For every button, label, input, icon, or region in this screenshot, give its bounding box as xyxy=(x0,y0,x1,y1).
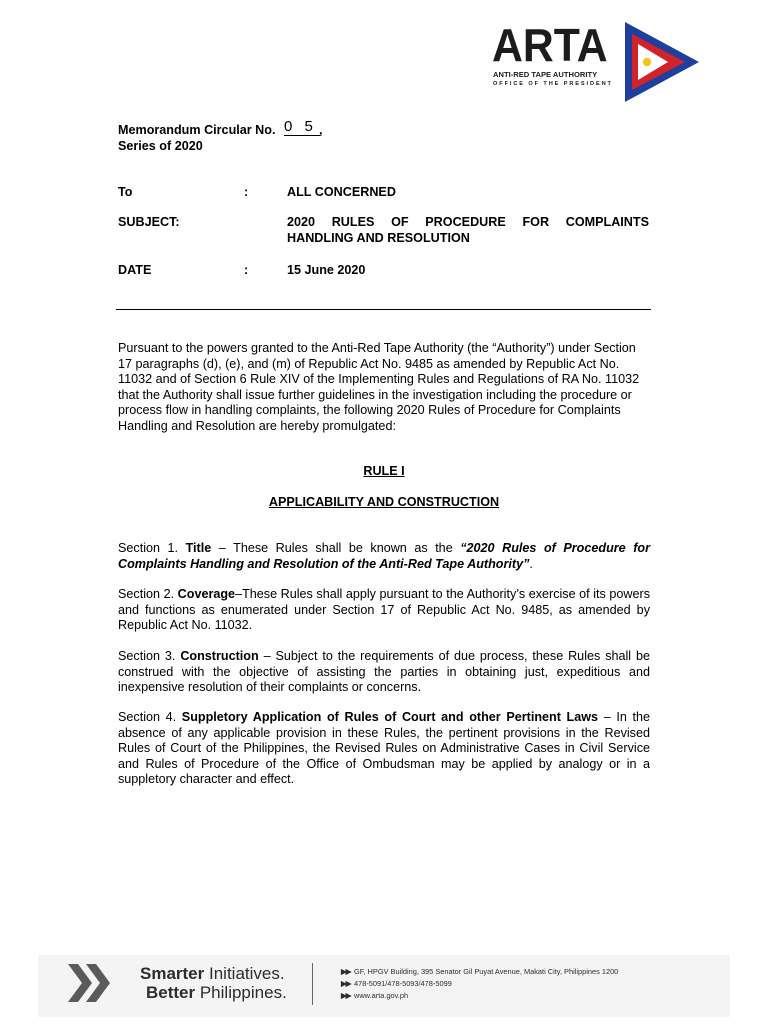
to-label: To xyxy=(118,185,133,199)
rule-number: RULE I xyxy=(363,464,405,478)
section-2 xyxy=(118,587,650,634)
chevron-right-double-icon: ▶▶ xyxy=(341,967,351,976)
section-1-title-emphasis: “2020 Rules of Procedure for Complaints Handling and Resolution of the Anti-Red Tape Authority” xyxy=(118,541,650,571)
tagline-1-bold: Smarter xyxy=(140,964,205,983)
footer-address-row xyxy=(341,967,618,976)
memo-circular-label: Memorandum Circular No. xyxy=(118,123,276,137)
footer-website-row[interactable] xyxy=(341,991,408,1000)
footer-phone-row xyxy=(341,979,452,988)
section-3-heading: Construction xyxy=(180,649,259,663)
section-4-prefix: Section 4. xyxy=(118,710,182,724)
tagline-2-bold: Better xyxy=(146,983,196,1002)
subject-value: 2020 RULES OF PROCEDURE FOR COMPLAINTS HANDLING AND RESOLUTION xyxy=(287,215,649,245)
footer-website-link[interactable]: www.arta.gov.ph xyxy=(354,991,409,1000)
memo-comma: , xyxy=(319,123,323,137)
memo-series: Series of 2020 xyxy=(118,139,203,153)
section-2-heading: Coverage xyxy=(177,587,236,601)
section-1 xyxy=(118,541,650,572)
footer-phones: 478-5091/478-5093/478-5099 xyxy=(354,979,452,988)
footer-tagline-2 xyxy=(146,983,287,1002)
date-value: 15 June 2020 xyxy=(287,263,366,277)
section-1-text: – These Rules shall be known as the xyxy=(211,541,461,555)
footer-separator xyxy=(312,963,313,1005)
section-4-heading: Suppletory Application of Rules of Court and other Pertinent Laws xyxy=(181,710,599,724)
memo-circular-number: 0 5 xyxy=(284,118,320,136)
section-3-text: – Subject to the requirements of due process, these Rules shall be construed with the objective of assisting the parties in obtaining just, expeditious and inexpensive resolution of their complaints or concerns. xyxy=(118,649,650,695)
section-3-prefix: Section 3. xyxy=(118,649,181,663)
logo-subtitle: ANTI-RED TAPE AUTHORITY xyxy=(493,70,598,79)
logo-triangle-icon xyxy=(623,22,699,102)
tagline-2-rest: Philippines. xyxy=(195,983,287,1002)
chevron-right-double-icon: ▶▶ xyxy=(341,991,351,1000)
section-1-heading: Title xyxy=(185,541,212,555)
chevron-right-double-icon: ▶▶ xyxy=(341,979,351,988)
logo-wordmark: ARTA xyxy=(492,19,608,71)
footer-tagline-1 xyxy=(140,964,285,983)
to-colon: : xyxy=(244,185,249,199)
date-colon: : xyxy=(244,263,249,277)
double-chevron-icon xyxy=(68,964,114,1002)
section-4 xyxy=(118,710,650,788)
to-value: ALL CONCERNED xyxy=(287,185,396,199)
section-1-end: . xyxy=(529,556,533,571)
section-4-text: – In the absence of any applicable provision in these Rules, the pertinent provisions in the Revised Rules of Court of the Philippines, the Revised Rules on Administrative Cases in Civil Service and Rules of Procedure of the Office of Ombudsman may be applied by analogy or in a suppletory character and effect. xyxy=(118,710,650,787)
section-2-prefix: Section 2. xyxy=(118,587,178,601)
arta-logo xyxy=(492,19,704,102)
date-label: DATE xyxy=(118,263,152,277)
section-2-text: –These Rules shall apply pursuant to the Authority’s exercise of its powers and functions as enumerated under Section 17 of Republic Act No. 9485, as amended by Republic Act No. 11032. xyxy=(118,587,650,633)
header-divider xyxy=(116,309,651,310)
tagline-1-rest: Initiatives. xyxy=(204,964,285,983)
footer-address: GF, HPGV Building, 395 Senator Gil Puyat Avenue, Makati City, Philippines 1200 xyxy=(354,967,619,976)
rule-title: APPLICABILITY AND CONSTRUCTION xyxy=(268,495,500,509)
section-1-prefix: Section 1. xyxy=(118,541,186,555)
section-3 xyxy=(118,649,650,696)
subject-label: SUBJECT: xyxy=(118,215,180,229)
logo-office: OFFICE OF THE PRESIDENT xyxy=(493,81,613,87)
intro-paragraph: Pursuant to the powers granted to the Anti-Red Tape Authority (the “Authority”) under Section 17 paragraphs (d), (e), and (m) of Republic Act No. 9485 as amended by Republic Act No. 11032 and of Section 6 Rule XIV of the Implementing Rules and Regulations of RA No. 11032 that the Authority shall issue further guidelines in the investigation including the procedure or process flow in handling complaints, the following 2020 Rules of Procedure for Complaints Handling and Resolution are hereby promulgated: xyxy=(118,341,640,433)
